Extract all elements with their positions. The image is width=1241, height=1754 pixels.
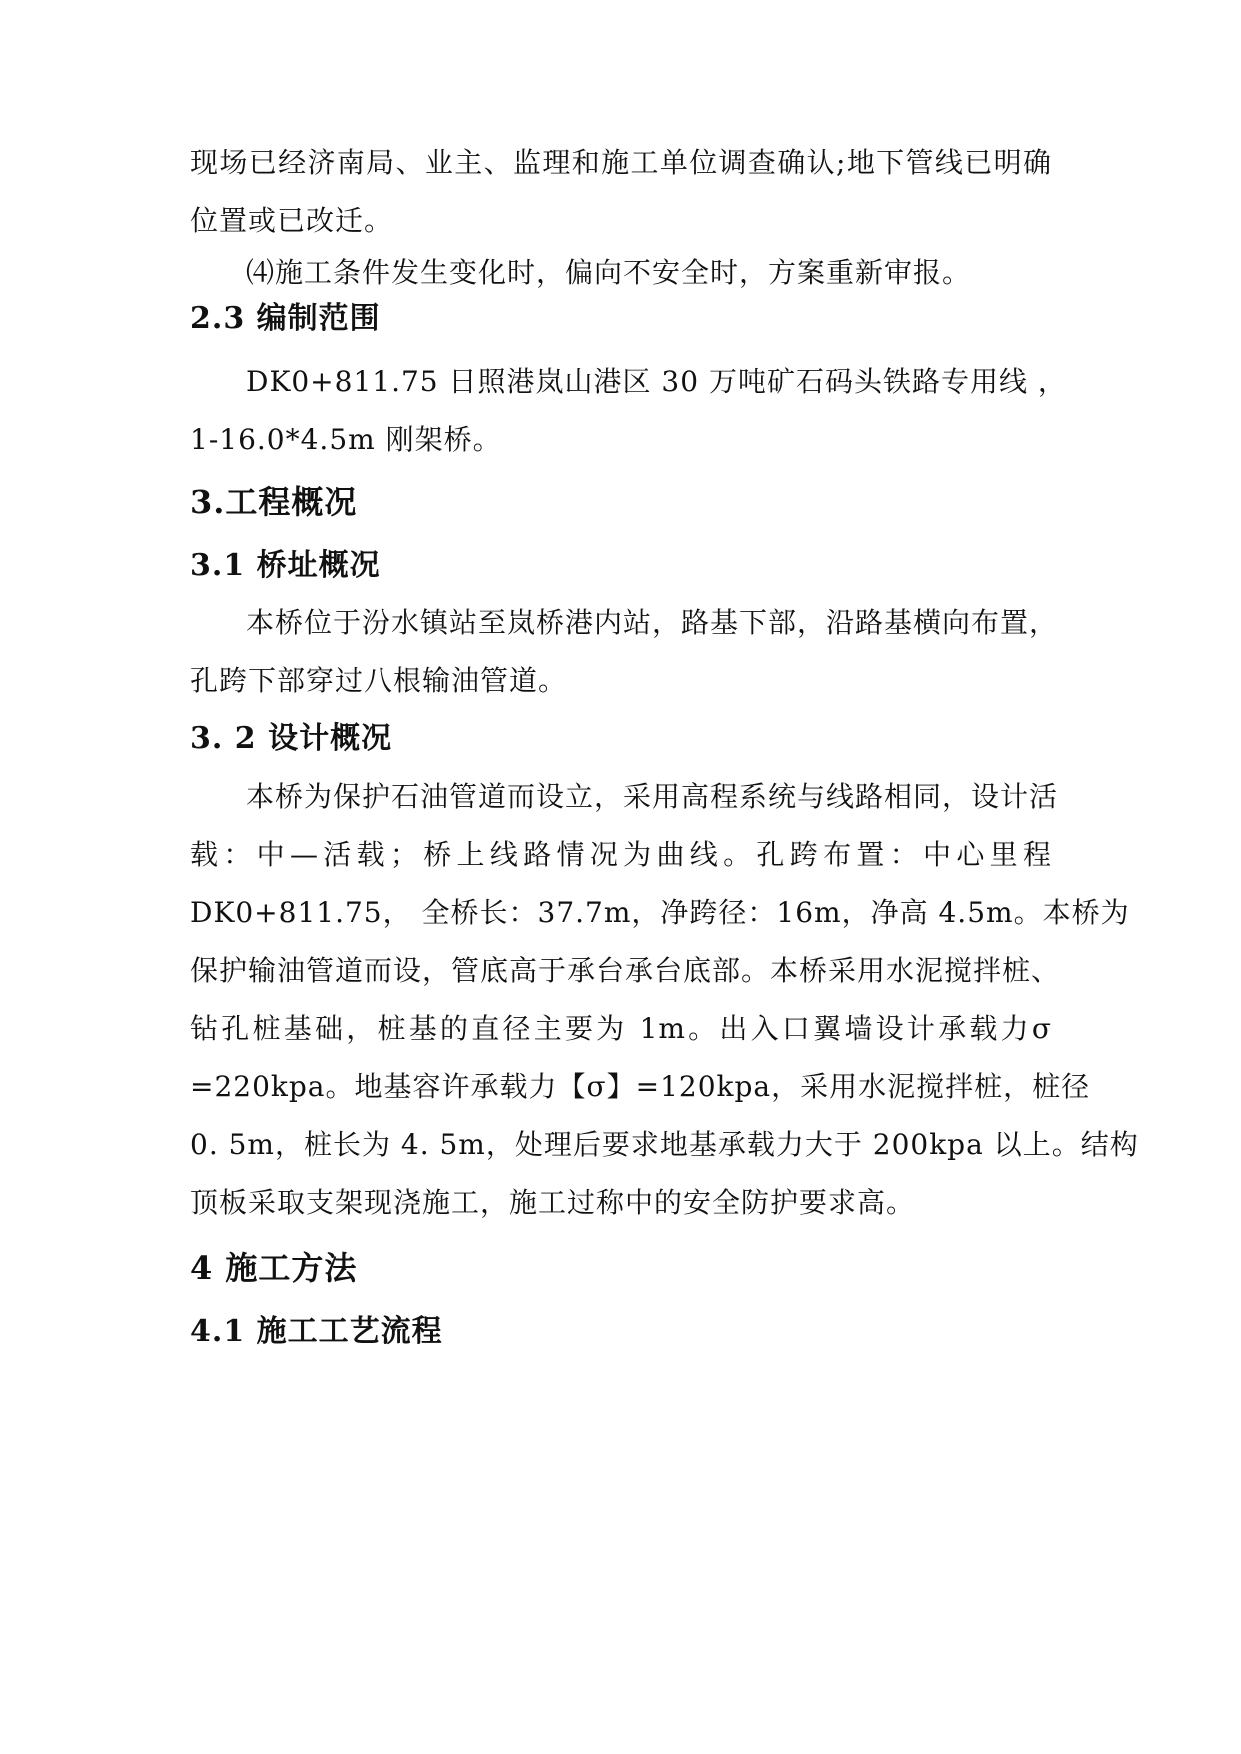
- paragraph-line: 孔跨下部穿过八根输油管道。: [190, 664, 568, 697]
- paragraph-line: DK0+811.75 日照港岚山港区 30 万吨矿石码头铁路专用线 ，: [246, 365, 1067, 398]
- paragraph-line: 本桥位于汾水镇站至岚桥港内站，路基下部，沿路基横向布置，: [246, 606, 1059, 639]
- section-heading-4: 4 施工方法: [190, 1249, 358, 1287]
- paragraph-line: 顶板采取支架现浇施工，施工过称中的安全防护要求高。: [190, 1186, 916, 1219]
- section-heading-3-2: 3. 2 设计概况: [190, 721, 393, 756]
- paragraph-line: 位置或已改迁。: [190, 204, 394, 237]
- paragraph-line: 1-16.0*4.5m 刚架桥。: [190, 423, 502, 456]
- paragraph-line: 本桥为保护石油管道而设立，采用高程系统与线路相同，设计活: [246, 780, 1059, 813]
- section-heading-3: 3.工程概况: [190, 483, 358, 521]
- paragraph-line: 0. 5m，桩长为 4. 5m，处理后要求地基承载力大于 200kpa 以上。结构: [190, 1128, 1139, 1161]
- section-heading-2-3: 2.3 编制范围: [190, 301, 381, 336]
- section-heading-4-1: 4.1 施工工艺流程: [190, 1314, 443, 1349]
- paragraph-line: =220kpa。地基容许承载力【σ】=120kpa，采用水泥搅拌桩，桩径: [190, 1070, 1091, 1103]
- paragraph-line: DK0+811.75， 全桥长：37.7m，净跨径：16m，净高 4.5m。本桥为: [190, 896, 1130, 929]
- paragraph-line: ⑷施工条件发生变化时，偏向不安全时，方案重新审报。: [246, 256, 972, 289]
- paragraph-line: 保护输油管道而设，管底高于承台承台底部。本桥采用水泥搅拌桩、: [190, 954, 1061, 987]
- section-heading-3-1: 3.1 桥址概况: [190, 548, 381, 583]
- paragraph-line: 现场已经济南局、业主、监理和施工单位调查确认;地下管线已明确: [190, 146, 1052, 179]
- paragraph-line: 载：中—活载；桥上线路情况为曲线。孔跨布置：中心里程: [190, 838, 1052, 871]
- paragraph-line: 钻孔桩基础，桩基的直径主要为 1m。出入口翼墙设计承载力σ: [190, 1012, 1052, 1045]
